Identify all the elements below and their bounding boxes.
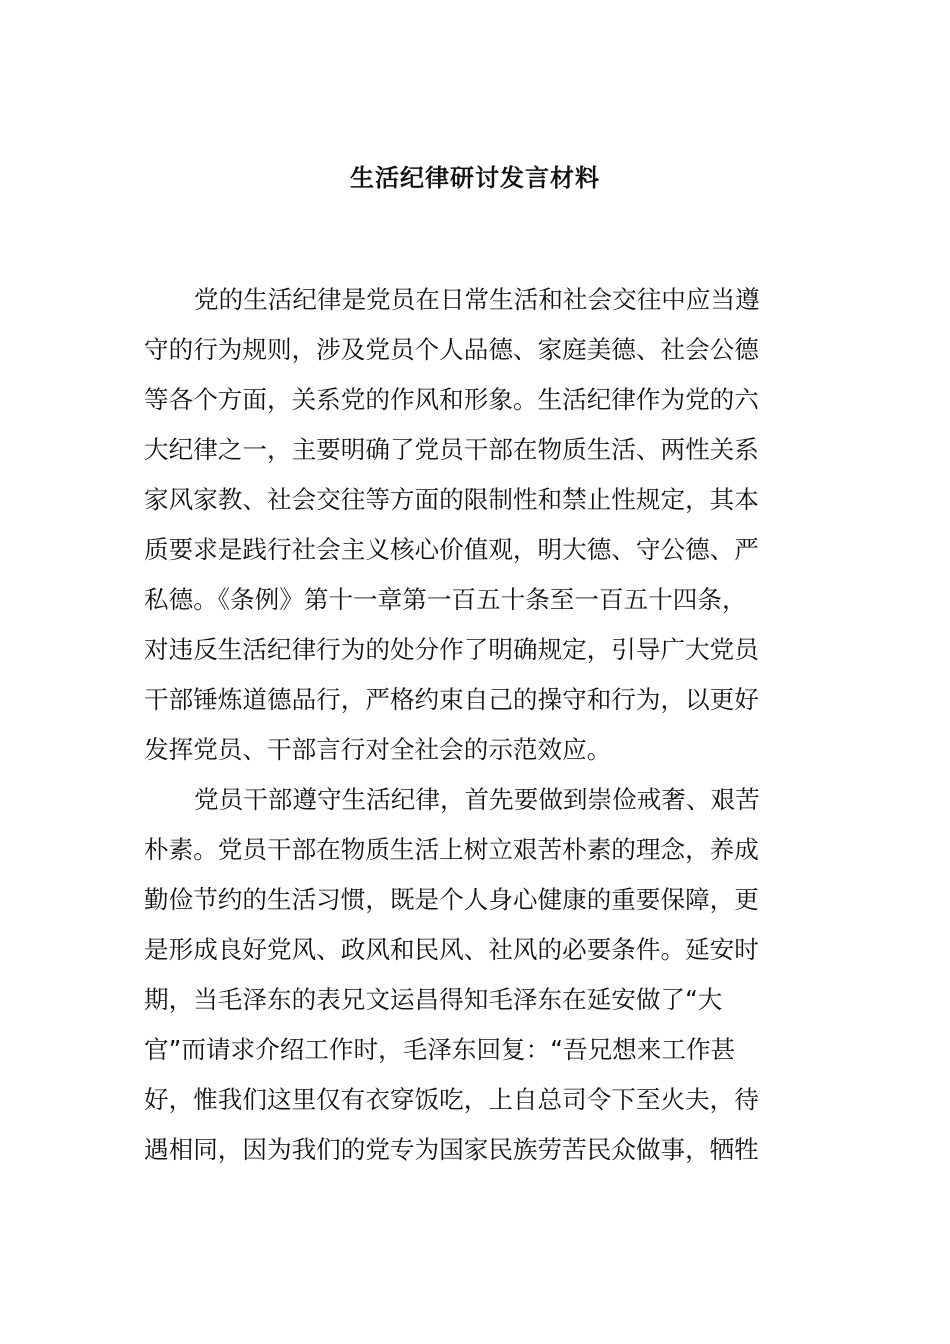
text-line: 是形成良好党风、政风和民风、社风的必要条件。延安时 (144, 935, 759, 964)
text-line: 官”而请求介绍工作时，毛泽东回复：“吾兄想来工作甚 (144, 1035, 736, 1064)
document-title: 生活纪律研讨发言材料 (350, 164, 600, 192)
text-line: 家风家教、社会交往等方面的限制性和禁止性规定，其本 (144, 485, 759, 514)
text-line: 党的生活纪律是党员在日常生活和社会交往中应当遵 (194, 285, 760, 314)
text-line: 期，当毛泽东的表兄文运昌得知毛泽东在延安做了“大 (144, 985, 723, 1014)
text-line: 守的行为规则，涉及党员个人品德、家庭美德、社会公德 (144, 335, 759, 364)
text-line: 遇相同，因为我们的党专为国家民族劳苦民众做事，牺牲 (144, 1135, 759, 1164)
document-body (144, 275, 812, 1175)
paragraph-2 (144, 775, 812, 1175)
text-line: 干部锤炼道德品行，严格约束自己的操守和行为，以更好 (144, 685, 759, 714)
text-line: 党员干部遵守生活纪律，首先要做到崇俭戒奢、艰苦 (194, 785, 760, 814)
paragraph-1 (144, 275, 812, 775)
text-line: 发挥党员、干部言行对全社会的示范效应。 (144, 735, 612, 764)
text-line: 好，惟我们这里仅有衣穿饭吃，上自总司令下至火夫，待 (144, 1085, 759, 1114)
text-line: 大纪律之一，主要明确了党员干部在物质生活、两性关系 (144, 435, 759, 464)
text-line: 等各个方面，关系党的作风和形象。生活纪律作为党的六 (144, 385, 759, 414)
text-line: 质要求是践行社会主义核心价值观，明大德、守公德、严 (144, 535, 759, 564)
text-line: 勤俭节约的生活习惯，既是个人身心健康的重要保障，更 (144, 885, 759, 914)
text-line: 朴素。党员干部在物质生活上树立艰苦朴素的理念，养成 (144, 835, 759, 864)
text-line: 对违反生活纪律行为的处分作了明确规定，引导广大党员 (144, 635, 759, 664)
text-line: 私德。《条例》第十一章第一百五十条至一百五十四条， (144, 585, 747, 614)
